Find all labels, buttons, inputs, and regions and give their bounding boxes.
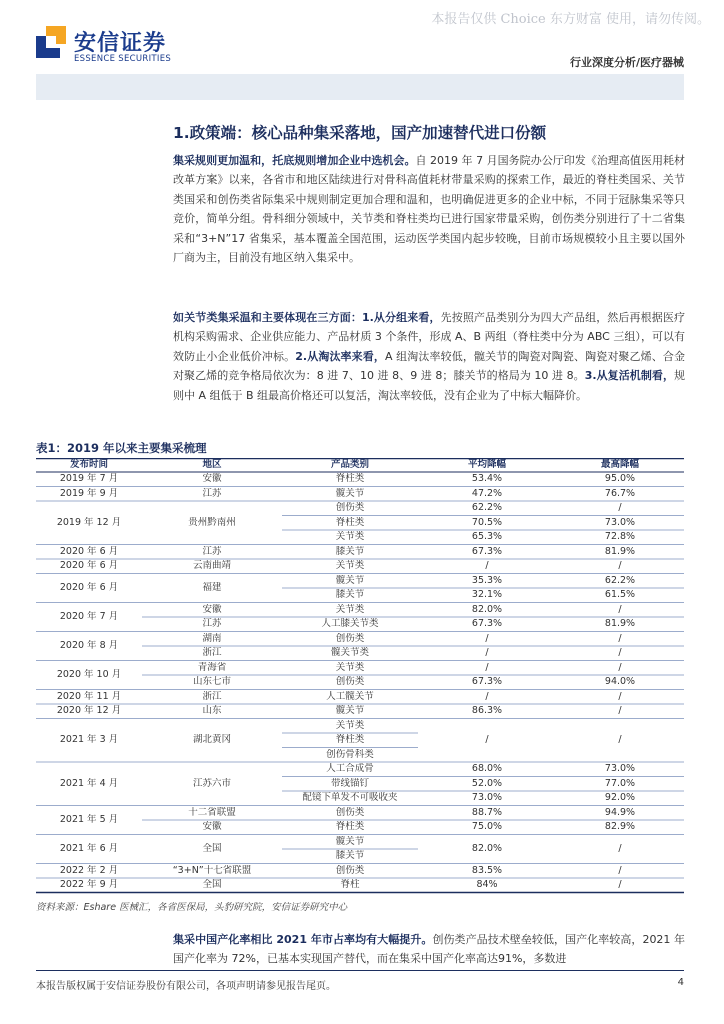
table-cell-avg: 32.1% xyxy=(471,589,503,601)
table-cell-region: 安徽 xyxy=(202,603,222,615)
table-cell-max: 73.0% xyxy=(604,763,636,775)
table-cell-product: 创伤类 xyxy=(335,806,365,818)
table-cell-time: 2021 年 4 月 xyxy=(59,777,119,789)
table-cell-region: 安徽 xyxy=(202,473,222,485)
table-cell-avg: 62.2% xyxy=(471,502,503,514)
table-header-cell: 最高降幅 xyxy=(600,459,639,470)
report-category: 行业深度分析/医疗器械 xyxy=(569,56,684,69)
table-cell-region: 安徽 xyxy=(202,821,222,833)
table-cell-region: 浙江 xyxy=(202,647,222,659)
header-band xyxy=(36,74,684,100)
table-cell-region: 江苏 xyxy=(202,618,222,630)
table-cell-time: 2020 年 12 月 xyxy=(56,705,122,717)
paragraph-body: 自 2019 年 7 月国务院办公厅印发《治理高值医用耗材改革方案》以来，各省市和地区陆续进行对骨科高值耗材带量采购的探索工作，最近的脊柱类国采、关节类国采和创伤类省际集采中规则制定更加合理和温和，也明确促进更多的企业中标，不同于冠脉集采等只竞价，简单分组。骨科细分领域中，关节类和脊柱类均已进行国家带量采购，创伤类分别进行了十二省集采和“3+N”17 省集采，基本覆盖全国范围，运动医学类国内起步较晚，目前市场规模较小且主要以国外厂商为主，目前没有地区纳入集采中。 xyxy=(173,154,685,265)
paragraph-lead: 如关节类集采温和主要体现在三方面： xyxy=(173,311,362,324)
brand-logo-icon xyxy=(36,26,66,58)
table-cell-product: 髋关节 xyxy=(335,835,365,847)
table-cell-region: 江苏 xyxy=(202,487,222,499)
table-cell-max: / xyxy=(618,843,622,854)
table-cell-region: 湖南 xyxy=(202,632,222,644)
table-header-cell: 产品类别 xyxy=(330,459,369,470)
table-cell-time: 2020 年 7 月 xyxy=(59,611,119,622)
table-cell-avg: 35.3% xyxy=(471,574,503,586)
table-cell-max: / xyxy=(618,879,622,891)
table-cell-avg: / xyxy=(485,632,489,644)
table-cell-max: 95.0% xyxy=(604,473,636,485)
paragraph-body: 创伤类产品技术壁垒较低，国产化率较高，2021 年国产化率为 72%，已基本实现国产替代，而在集采中国产化率高达91%，多数进 xyxy=(173,933,685,966)
table-cell-time: 2020 年 6 月 xyxy=(59,582,119,593)
table-cell-region: 山东 xyxy=(202,705,222,717)
table-cell-time: 2022 年 2 月 xyxy=(59,864,119,876)
table-cell-time: 2020 年 8 月 xyxy=(59,640,119,651)
table-cell-product: 髋关节类 xyxy=(330,647,369,659)
table-cell-max: / xyxy=(618,864,622,876)
table-cell-product: 创伤类 xyxy=(335,632,365,644)
table-cell-time: 2020 年 11 月 xyxy=(56,690,122,702)
table-cell-region: 青海省 xyxy=(197,661,227,673)
table-cell-region: 山东七市 xyxy=(192,676,231,688)
table-cell-region: 全国 xyxy=(202,879,222,891)
table-cell-product: 膝关节 xyxy=(335,850,365,862)
table-cell-product: 髋关节 xyxy=(335,705,365,717)
table-cell-avg: 86.3% xyxy=(471,705,503,717)
table-cell-time: 2022 年 9 月 xyxy=(59,879,119,891)
table-cell-product: 人工膝关节类 xyxy=(321,618,379,630)
table-cell-product: 创伤骨科类 xyxy=(326,748,374,760)
table-cell-avg: 83.5% xyxy=(471,864,503,876)
paragraph-lead: 集采中国产化率相比 2021 年市占率均有大幅提升。 xyxy=(173,933,433,946)
table-cell-avg: 67.3% xyxy=(471,676,503,688)
table-cell-time: 2021 年 5 月 xyxy=(59,814,119,825)
table-cell-product: 关节类 xyxy=(335,661,365,673)
table-cell-product: 脊柱 xyxy=(340,879,360,891)
table-cell-max: / xyxy=(618,690,622,702)
table-header-cell: 地区 xyxy=(202,459,222,470)
table-cell-product: 关节类 xyxy=(335,560,365,572)
table-cell-avg: / xyxy=(485,690,489,702)
table-cell-max: 72.8% xyxy=(604,531,636,543)
table-cell-avg: 65.3% xyxy=(471,531,503,543)
table-cell-product: 脊柱类 xyxy=(335,734,365,746)
table-cell-product: 髋关节 xyxy=(335,574,365,586)
table-cell-time: 2021 年 3 月 xyxy=(59,734,119,746)
page-number: 4 xyxy=(677,977,684,988)
table-title: 表1：2019 年以来主要集采梳理 xyxy=(36,441,207,455)
table-cell-max: / xyxy=(618,603,622,615)
source-note: 资料来源：Eshare 医械汇，各省医保局，头豹研究院，安信证券研究中心 xyxy=(36,902,348,913)
table-header-cell: 发布时间 xyxy=(69,459,108,470)
table-cell-time: 2019 年 12 月 xyxy=(56,516,122,528)
table-cell-avg: 68.0% xyxy=(471,763,503,775)
table-cell-avg: 53.4% xyxy=(471,473,503,485)
table-cell-max: 94.9% xyxy=(604,806,636,818)
table-cell-avg: / xyxy=(485,647,489,659)
table-cell-avg: 84% xyxy=(476,879,498,891)
section-title: 1.政策端：核心品种集采落地，国产加速替代进口份额 xyxy=(173,124,547,142)
table-cell-max: 73.0% xyxy=(604,516,636,528)
paragraph-policy xyxy=(173,151,685,267)
footer-disclaimer: 本报告版权属于安信证券股份有限公司，各项声明请参见报告尾页。 xyxy=(36,981,336,992)
table-cell-product: 人工髋关节 xyxy=(326,690,374,702)
table-cell-time: 2020 年 10 月 xyxy=(56,669,122,680)
point-1-body: 先按照产品类别分为四大产品组，然后再根据医疗机构采购需求、企业供应能力、产品材质 3 个条件，形成 A、B 两组（脊柱类中分为 ABC 三组），可以有效防止小企业低价冲标。 xyxy=(173,311,685,363)
table-cell-avg: / xyxy=(485,560,489,572)
table-cell-time: 2020 年 6 月 xyxy=(59,545,119,557)
table-cell-product: 脊柱类 xyxy=(335,821,365,833)
point-2-body: A 组淘汰率较低，髋关节的陶瓷对陶瓷、陶瓷对聚乙烯、合金对聚乙烯的竞争格局依次为：8 进 7、10 进 8、9 进 8；膝关节的格局为 10 进 8。 xyxy=(173,349,685,383)
table-cell-time: 2020 年 6 月 xyxy=(59,560,119,572)
brand-name-cn: 安信证券 xyxy=(74,31,167,56)
table-cell-region: 江苏 xyxy=(202,545,222,557)
table-cell-avg: / xyxy=(485,661,489,673)
table-cell-region: 贵州黔南州 xyxy=(188,516,236,528)
table-cell-product: 带线锚钉 xyxy=(330,777,369,789)
table-cell-product: 关节类 xyxy=(335,531,365,543)
table-cell-max: 94.0% xyxy=(604,676,636,688)
table-cell-max: / xyxy=(618,560,622,572)
table-cell-product: 膝关节 xyxy=(335,545,365,557)
table-cell-avg: / xyxy=(485,734,489,746)
table-cell-product: 脊柱类 xyxy=(335,473,365,485)
table-header-cell: 平均降幅 xyxy=(467,459,506,470)
table-cell-product: 髋关节 xyxy=(335,487,365,499)
table-cell-region: 福建 xyxy=(202,582,222,593)
table-cell-avg: 82.0% xyxy=(471,843,503,854)
brand-name-en: ESSENCE SECURITIES xyxy=(74,54,172,64)
table-cell-max: / xyxy=(618,647,622,659)
footer-divider xyxy=(36,970,684,971)
table-cell-avg: 70.5% xyxy=(471,516,503,528)
table-cell-max: / xyxy=(618,502,622,514)
brand-logo xyxy=(36,24,196,68)
watermark: 本报告仅供 Choice 东方财富 使用，请勿传阅。 xyxy=(431,12,710,27)
paragraph-joint xyxy=(173,308,685,405)
table-cell-max: 61.5% xyxy=(604,589,636,601)
table-cell-max: 62.2% xyxy=(604,574,636,586)
point-3-lead: 3.从复活机制看， xyxy=(584,369,675,383)
table-cell-avg: 67.3% xyxy=(471,618,503,630)
table-cell-avg: 82.0% xyxy=(471,603,503,615)
table-cell-product: 创伤类 xyxy=(335,676,365,688)
table-cell-region: 十二省联盟 xyxy=(188,806,236,818)
table-cell-product: 膝关节 xyxy=(335,589,365,601)
table-cell-max: / xyxy=(618,705,622,717)
table-cell-avg: 88.7% xyxy=(471,806,503,818)
table-cell-region: 湖北黄冈 xyxy=(192,734,231,746)
table-cell-product: 脊柱类 xyxy=(335,516,365,528)
table-cell-product: 创伤类 xyxy=(335,864,365,876)
table-cell-max: 76.7% xyxy=(604,487,636,499)
table-cell-max: / xyxy=(618,661,622,673)
table-cell-avg: 73.0% xyxy=(471,792,503,804)
table-cell-time: 2019 年 7 月 xyxy=(59,473,119,485)
table-cell-max: 81.9% xyxy=(604,618,636,630)
table-cell-time: 2019 年 9 月 xyxy=(59,487,119,499)
paragraph-localization xyxy=(173,930,685,969)
table-cell-product: 关节类 xyxy=(335,603,365,615)
table-cell-product: 人工合成骨 xyxy=(326,763,374,775)
table-cell-max: / xyxy=(618,734,622,746)
paragraph-lead: 集采规则更加温和，托底规则增加企业中选机会。 xyxy=(173,154,416,167)
table-cell-region: 全国 xyxy=(202,843,222,854)
table-cell-region: “3+N”十七省联盟 xyxy=(172,864,252,876)
table-cell-product: 创伤类 xyxy=(335,502,365,514)
table-cell-max: 82.9% xyxy=(604,821,636,833)
point-3-body: 规则中 A 组低于 B 组最高价格还可以复活，淘汰率较低，没有企业为了中标大幅降价。 xyxy=(173,369,686,402)
point-2-lead: 2.从淘汰率来看， xyxy=(295,349,386,363)
point-1-lead: 1.从分组来看， xyxy=(361,311,441,324)
table-cell-product: 关节类 xyxy=(335,719,365,731)
table-cell-avg: 75.0% xyxy=(471,821,503,833)
table-cell-max: / xyxy=(618,632,622,644)
table-cell-avg: 67.3% xyxy=(471,545,503,557)
table-cell-region: 云南曲靖 xyxy=(192,560,231,572)
table-cell-region: 江苏六市 xyxy=(192,777,231,789)
table-cell-max: 77.0% xyxy=(604,777,636,789)
table-cell-region: 浙江 xyxy=(202,690,222,702)
table-cell-max: 92.0% xyxy=(604,792,636,804)
table-cell-product: 配镜下单发不可吸收夹 xyxy=(302,792,398,804)
table-cell-time: 2021 年 6 月 xyxy=(59,843,119,854)
table-cell-avg: 52.0% xyxy=(471,777,503,789)
table-cell-max: 81.9% xyxy=(604,545,636,557)
table-cell-avg: 47.2% xyxy=(471,487,503,499)
